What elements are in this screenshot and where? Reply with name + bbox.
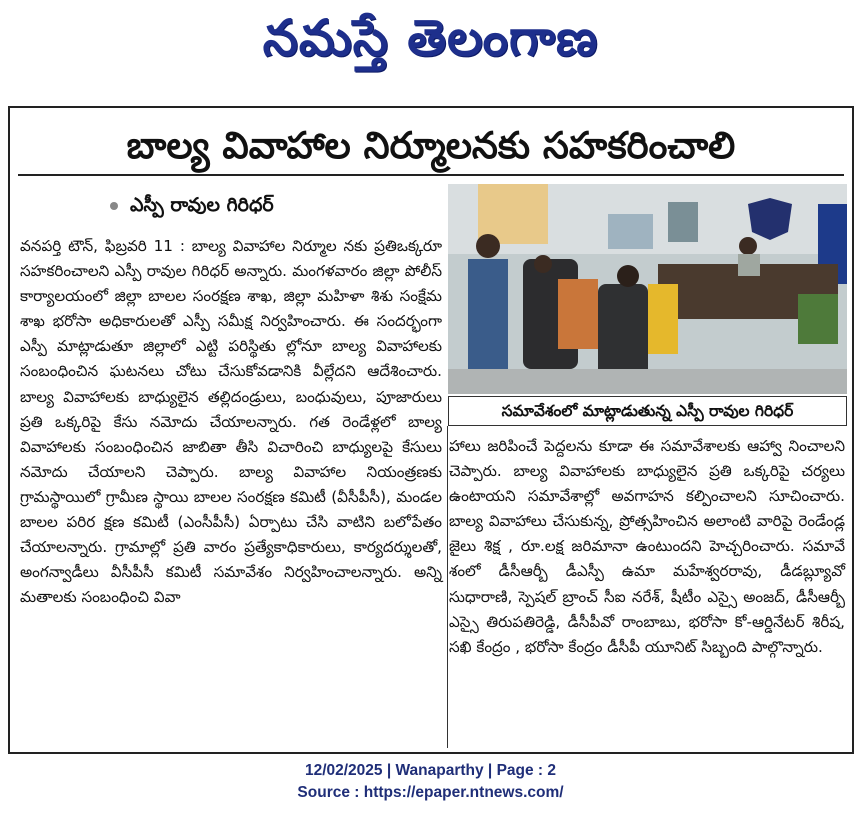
column-divider [447, 426, 448, 748]
body-paragraph-left: వనపర్తి టౌన్, ఫిబ్రవరి 11 : బాల్య వివాహాల నిర్మూల నకు ప్రతిఒక్కరూ సహకరించాలని ఎస్పీ రావుల గిరిధర్ అన్నారు. మంగళవారం జిల్లా పోలీస్ కార్యాలయంలో జిల్లా బాలల సంరక్షణ శాఖ, జిల్లా మహిళా శిశు సంక్షేమ శాఖ భరోసా అధికారులతో ఎస్పీ సమీక్ష నిర్వహించారు. ఈ సందర్భంగా ఎస్పీ మాట్లాడుతూ జిల్లాలో ఎట్టి పరిస్థితు ల్లోనూ బాల్య వివాహాలకు సంబంధించిన ఘటనలు చోటు చేసుకోవడానికి వీల్లేదని ఆదేశించారు. బాల్య వివాహాలకు బాధ్యులైన తల్లిదండ్రులు, బంధువులు, పూజారులు ప్రతి ఒక్కరిపై కేసు నమోదు చేయాలన్నారు. గత రెండేళ్లలో బాల్య వివాహాలకు సంబంధించిన జాబితా తీసి విచారించి బాధ్యులపై కేసులు నమోదు చేయాలని చెప్పారు. బాల్య వివాహాల నియంత్రణకు గ్రామస్థాయిలో గ్రామీణ స్థాయి బాలల సంరక్షణ కమిటీ (వీసీపీసీ), మండల బాలల పరిర క్షణ కమిటీ (ఎంసీపీసీ) ఏర్పాటు చేసి వాటిని బలోపేతం చేయాలన్నారు. గ్రామాల్లో ప్రతి వారం ప్రత్యేకాధికారులు, కార్యదర్శులతో, అంగన్వాడీలు వీసీపీసీ కమిటీ సమావేశం నిర్వహించాలన్నారు. అన్ని మతాలకు సంబంధించి వివా [20, 237, 442, 607]
byline-text: ఎస్పీ రావుల గిరిధర్ [130, 194, 274, 216]
footer-date: 12/02/2025 [304, 762, 383, 779]
footer-source-link[interactable]: https://epaper.ntnews.com/ [363, 784, 564, 801]
article-body-left-column [20, 234, 442, 610]
newspaper-logo: నమస్తే తెలంగాణ [262, 9, 599, 67]
article-byline [110, 194, 274, 221]
footer-source-line [0, 782, 861, 804]
headline-divider [18, 174, 844, 176]
article-body-right-column [449, 434, 845, 660]
article-clipping [8, 106, 854, 754]
photo-caption: సమావేశంలో మాట్లాడుతున్న ఎస్పీ రావుల గిరిధర్ [448, 396, 847, 426]
footer-page: Page : 2 [496, 762, 557, 779]
footer-source-label: Source : [297, 784, 360, 801]
page-footer [0, 760, 861, 804]
bullet-icon [110, 202, 118, 210]
body-paragraph-right: హాలు జరిపించే పెద్దలను కూడా ఈ సమావేశాలకు ఆహ్వా నించాలని చెప్పారు. బాల్య వివాహాలకు బాధ్యులైన ప్రతి ఒక్కరిపై చర్యలు ఉంటాయని సమావేశాల్లో అవగాహన కల్పించాలని సూచించారు. బాల్య వివాహాలు చేసుకున్న, ప్రోత్సహించిన అలాంటి వారిపై రెండేండ్ల జైలు శిక్ష , రూ.లక్ష జరిమానా ఉంటుందని హెచ్చరించారు. సమావే శంలో డీసీఆర్బీ డీఎస్పీ ఉమా మహేశ్వరరావు, డీడబ్ల్యూవో సుధారాణి, స్పెషల్ బ్రాంచ్ సీఐ నరేశ్, షీటీం ఎస్సై అంజద్, డీసీఆర్బీ ఎస్సై తిరుపతిరెడ్డి, డీసీపీవో రాంబాబు, భరోసా కో-ఆర్డినేటర్ శిరీష, సఖి కేంద్రం , భరోసా కేంద్రం డీసీపీ యూనిట్ సిబ్బంది పాల్గొన్నారు. [449, 437, 845, 656]
meeting-photo-illustration [448, 184, 847, 394]
article-headline: బాల్య వివాహాల నిర్మూలనకు సహకరించాలి [126, 124, 736, 167]
meeting-photo [448, 184, 847, 394]
footer-edition: Wanaparthy [395, 762, 484, 779]
masthead [0, 0, 861, 78]
footer-edition-line: 12/02/2025 | Wanaparthy | Page : 2 [304, 762, 557, 779]
